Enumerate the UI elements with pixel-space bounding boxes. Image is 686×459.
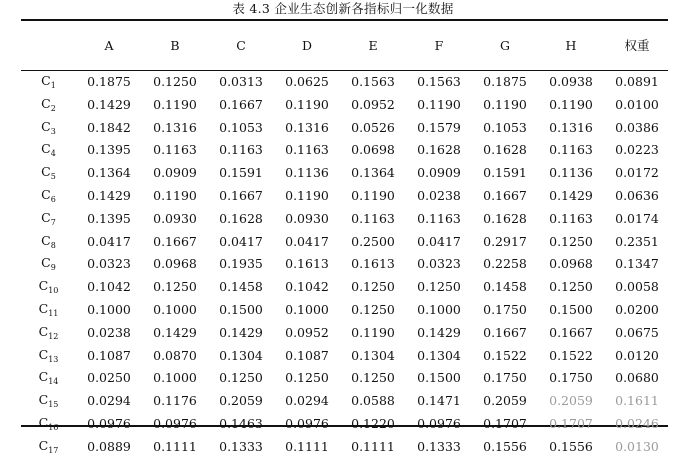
row-label <box>21 71 76 94</box>
cell-weight: 0.0130 <box>615 438 659 454</box>
cell-d: 0.0976 <box>285 415 329 431</box>
cell-h: 0.2059 <box>549 393 593 409</box>
cell-b: 0.1190 <box>153 187 197 203</box>
cell-h: 0.1500 <box>549 301 593 317</box>
table-row <box>21 162 670 185</box>
cell-h: 0.1190 <box>549 96 593 112</box>
cell-c: 0.1458 <box>219 279 263 295</box>
cell-e: 0.0588 <box>351 393 395 409</box>
cell-e: 0.1250 <box>351 279 395 295</box>
cell-f: 0.1000 <box>417 301 461 317</box>
cell-d: 0.1136 <box>285 165 329 181</box>
cell-f: 0.1304 <box>417 347 461 363</box>
column-header-c: C <box>236 38 246 53</box>
cell-a: 0.1042 <box>87 279 131 295</box>
row-label-letter: C <box>38 437 49 453</box>
cell-h: 0.1667 <box>549 324 593 340</box>
cell-h: 0.0968 <box>549 256 593 272</box>
cell-g: 0.2917 <box>483 233 527 249</box>
cell-b: 0.0968 <box>153 256 197 272</box>
table-row <box>21 299 670 322</box>
cell-c: 0.1163 <box>219 142 263 158</box>
cell-h: 0.0938 <box>549 74 593 89</box>
cell-b: 0.0870 <box>153 347 197 363</box>
cell-g: 0.1750 <box>483 301 527 317</box>
row-label-letter: C <box>38 323 49 339</box>
cell-h: 0.1136 <box>549 165 593 181</box>
row-label-letter: C <box>41 186 51 202</box>
cell-weight: 0.0172 <box>615 165 659 181</box>
row-label-letter: C <box>38 300 49 316</box>
cell-e: 0.0698 <box>351 142 395 158</box>
cell-e: 0.1250 <box>351 370 395 386</box>
cell-f: 0.1333 <box>417 438 461 454</box>
cell-c: 0.1667 <box>219 96 263 112</box>
cell-c: 0.1591 <box>219 165 263 181</box>
column-header-h: H <box>565 38 577 53</box>
cell-e: 0.1190 <box>351 187 395 203</box>
cell-a: 0.1429 <box>87 96 131 112</box>
cell-d: 0.1613 <box>285 256 329 272</box>
cell-b: 0.0976 <box>153 415 197 431</box>
row-label <box>21 367 76 390</box>
table-row <box>21 253 670 276</box>
cell-d: 0.1087 <box>285 347 329 363</box>
table-body <box>21 71 670 459</box>
cell-g: 0.1628 <box>483 142 527 158</box>
table-caption: 表 4.3 企业生态创新各指标归一化数据 <box>232 1 454 16</box>
cell-weight: 0.0174 <box>615 210 659 226</box>
cell-c: 0.1628 <box>219 210 263 226</box>
cell-h: 0.1250 <box>549 233 593 249</box>
table-row <box>21 139 670 162</box>
cell-a: 0.1395 <box>87 210 131 226</box>
cell-g: 0.1628 <box>483 210 527 226</box>
cell-f: 0.1563 <box>417 74 461 89</box>
cell-e: 0.1163 <box>351 210 395 226</box>
row-label-letter: C <box>41 209 51 225</box>
cell-h: 0.1750 <box>549 370 593 386</box>
cell-b: 0.1163 <box>153 142 197 158</box>
cell-weight: 0.0675 <box>615 324 659 340</box>
cell-d: 0.1042 <box>285 279 329 295</box>
cell-e: 0.1304 <box>351 347 395 363</box>
cell-b: 0.1111 <box>153 438 197 454</box>
cell-e: 0.0952 <box>351 96 395 112</box>
row-label-subscript: 8 <box>50 240 56 250</box>
row-label-subscript: 13 <box>48 354 59 364</box>
cell-c: 0.1935 <box>219 256 263 272</box>
table-row <box>21 390 670 413</box>
cell-g: 0.1556 <box>483 438 527 454</box>
cell-g: 0.1667 <box>483 187 527 203</box>
row-label-subscript: 14 <box>48 377 59 387</box>
cell-a: 0.0889 <box>87 438 131 454</box>
cell-a: 0.0976 <box>87 415 131 431</box>
cell-f: 0.0323 <box>417 256 461 272</box>
column-header-e: E <box>368 38 378 53</box>
cell-f: 0.0417 <box>417 233 461 249</box>
row-label-letter: C <box>38 278 49 294</box>
row-label-subscript: 1 <box>50 81 56 90</box>
cell-f: 0.1628 <box>417 142 461 158</box>
row-label-subscript: 6 <box>50 194 56 204</box>
cell-g: 0.2258 <box>483 256 527 272</box>
cell-d: 0.1111 <box>285 438 329 454</box>
table-row <box>21 71 670 94</box>
row-label-subscript: 4 <box>50 149 56 159</box>
table-row <box>21 413 670 436</box>
cell-weight: 0.0223 <box>615 142 659 158</box>
cell-a: 0.1000 <box>87 301 131 317</box>
cell-a: 0.1395 <box>87 142 131 158</box>
cell-e: 0.1220 <box>351 415 395 431</box>
row-label <box>21 322 76 345</box>
column-header-g: G <box>500 38 510 53</box>
cell-d: 0.1163 <box>285 142 329 158</box>
row-label-subscript: 10 <box>48 286 59 296</box>
cell-f: 0.0238 <box>417 187 461 203</box>
cell-d: 0.1250 <box>285 370 329 386</box>
cell-weight: 0.0891 <box>615 74 659 89</box>
column-header-b: B <box>170 38 180 53</box>
row-label <box>21 208 76 231</box>
row-label-letter: C <box>41 95 51 111</box>
row-label-subscript: 16 <box>48 422 59 432</box>
cell-a: 0.0294 <box>87 393 131 409</box>
cell-weight: 0.0680 <box>615 370 659 386</box>
cell-f: 0.1190 <box>417 96 461 112</box>
row-label-subscript: 12 <box>48 331 59 341</box>
row-label-subscript: 11 <box>48 308 59 318</box>
cell-d: 0.0625 <box>285 74 329 89</box>
cell-d: 0.1190 <box>285 187 329 203</box>
cell-f: 0.1471 <box>417 393 461 409</box>
cell-g: 0.1190 <box>483 96 527 112</box>
cell-g: 0.1522 <box>483 347 527 363</box>
cell-c: 0.1304 <box>219 347 263 363</box>
row-label-subscript: 7 <box>50 217 56 227</box>
cell-h: 0.1556 <box>549 438 593 454</box>
cell-d: 0.0952 <box>285 324 329 340</box>
table-row <box>21 322 670 345</box>
cell-b: 0.1250 <box>153 279 197 295</box>
cell-h: 0.1522 <box>549 347 593 363</box>
cell-weight: 0.0058 <box>615 279 659 295</box>
cell-weight: 0.1611 <box>615 393 659 409</box>
row-label <box>21 185 76 208</box>
cell-weight: 0.0100 <box>615 96 659 112</box>
cell-d: 0.0417 <box>285 233 329 249</box>
table-row <box>21 436 670 459</box>
cell-a: 0.1875 <box>87 74 131 89</box>
cell-c: 0.0313 <box>219 74 263 89</box>
row-label-letter: C <box>38 414 49 430</box>
cell-g: 0.2059 <box>483 393 527 409</box>
cell-d: 0.0930 <box>285 210 329 226</box>
cell-a: 0.1087 <box>87 347 131 363</box>
normalized-data-table <box>21 21 670 459</box>
cell-g: 0.1591 <box>483 165 527 181</box>
row-label <box>21 390 76 413</box>
cell-h: 0.1250 <box>549 279 593 295</box>
cell-h: 0.1163 <box>549 210 593 226</box>
row-label-letter: C <box>41 232 51 248</box>
cell-weight: 0.0386 <box>615 119 659 135</box>
cell-weight: 0.0120 <box>615 347 659 363</box>
cell-h: 0.1429 <box>549 187 593 203</box>
table-row <box>21 185 670 208</box>
cell-b: 0.1250 <box>153 74 197 89</box>
column-header-f: F <box>434 38 444 53</box>
cell-d: 0.1190 <box>285 96 329 112</box>
cell-f: 0.1163 <box>417 210 461 226</box>
row-label-letter: C <box>41 164 51 180</box>
cell-weight: 0.2351 <box>615 233 659 249</box>
row-label <box>21 117 76 140</box>
cell-b: 0.1000 <box>153 301 197 317</box>
table-row <box>21 276 670 299</box>
row-label-letter: C <box>41 73 51 88</box>
cell-e: 0.0526 <box>351 119 395 135</box>
cell-g: 0.1667 <box>483 324 527 340</box>
cell-a: 0.0250 <box>87 370 131 386</box>
cell-g: 0.1750 <box>483 370 527 386</box>
cell-b: 0.1000 <box>153 370 197 386</box>
cell-c: 0.1053 <box>219 119 263 135</box>
cell-f: 0.1579 <box>417 119 461 135</box>
cell-a: 0.1364 <box>87 165 131 181</box>
row-label-letter: C <box>38 346 49 362</box>
row-label <box>21 253 76 276</box>
row-label <box>21 413 76 436</box>
cell-f: 0.1500 <box>417 370 461 386</box>
row-label <box>21 345 76 368</box>
cell-b: 0.1429 <box>153 324 197 340</box>
cell-e: 0.1190 <box>351 324 395 340</box>
row-label-subscript: 17 <box>48 445 59 455</box>
cell-f: 0.0909 <box>417 165 461 181</box>
cell-c: 0.1250 <box>219 370 263 386</box>
cell-d: 0.1316 <box>285 119 329 135</box>
cell-g: 0.1875 <box>483 74 527 89</box>
cell-e: 0.1613 <box>351 256 395 272</box>
cell-f: 0.1429 <box>417 324 461 340</box>
column-header-a: A <box>104 38 114 53</box>
cell-b: 0.1176 <box>153 393 197 409</box>
cell-f: 0.1250 <box>417 279 461 295</box>
cell-c: 0.1667 <box>219 187 263 203</box>
cell-e: 0.1563 <box>351 74 395 89</box>
cell-a: 0.0417 <box>87 233 131 249</box>
cell-c: 0.1500 <box>219 301 263 317</box>
table-header-row <box>21 21 670 71</box>
row-label-subscript: 5 <box>50 172 56 182</box>
row-label <box>21 139 76 162</box>
row-label-letter: C <box>38 392 49 408</box>
table-row <box>21 208 670 231</box>
cell-h: 0.1316 <box>549 119 593 135</box>
cell-b: 0.1190 <box>153 96 197 112</box>
row-label-header <box>21 21 76 71</box>
column-header-weight: 权重 <box>624 38 650 53</box>
cell-g: 0.1458 <box>483 279 527 295</box>
cell-weight: 0.0200 <box>615 301 659 317</box>
row-label <box>21 94 76 117</box>
cell-b: 0.0909 <box>153 165 197 181</box>
column-header-d: D <box>301 38 313 53</box>
cell-c: 0.2059 <box>219 393 263 409</box>
cell-b: 0.1316 <box>153 119 197 135</box>
cell-weight: 0.0246 <box>615 415 659 431</box>
table-row <box>21 367 670 390</box>
row-label <box>21 276 76 299</box>
row-label-letter: C <box>41 255 51 271</box>
cell-c: 0.1429 <box>219 324 263 340</box>
cell-c: 0.1333 <box>219 438 263 454</box>
cell-b: 0.0930 <box>153 210 197 226</box>
cell-c: 0.1463 <box>219 415 263 431</box>
row-label-letter: C <box>41 118 51 134</box>
table-row <box>21 345 670 368</box>
cell-c: 0.0417 <box>219 233 263 249</box>
cell-e: 0.2500 <box>351 233 395 249</box>
table-row <box>21 231 670 254</box>
cell-weight: 0.1347 <box>615 256 659 272</box>
cell-a: 0.1842 <box>87 119 131 135</box>
table-row <box>21 94 670 117</box>
row-label-letter: C <box>38 369 49 385</box>
cell-a: 0.0238 <box>87 324 131 340</box>
row-label-subscript: 9 <box>50 263 56 273</box>
cell-a: 0.0323 <box>87 256 131 272</box>
cell-e: 0.1250 <box>351 301 395 317</box>
cell-f: 0.0976 <box>417 415 461 431</box>
cell-b: 0.1667 <box>153 233 197 249</box>
row-label-subscript: 3 <box>50 126 56 136</box>
cell-d: 0.0294 <box>285 393 329 409</box>
row-label <box>21 231 76 254</box>
row-label <box>21 162 76 185</box>
cell-g: 0.1707 <box>483 415 527 431</box>
cell-g: 0.1053 <box>483 119 527 135</box>
row-label-letter: C <box>41 141 51 157</box>
cell-h: 0.1707 <box>549 415 593 431</box>
row-label <box>21 436 76 459</box>
cell-weight: 0.0636 <box>615 187 659 203</box>
cell-e: 0.1364 <box>351 165 395 181</box>
row-label <box>21 299 76 322</box>
cell-h: 0.1163 <box>549 142 593 158</box>
row-label-subscript: 15 <box>48 400 59 410</box>
row-label-subscript: 2 <box>50 103 56 113</box>
cell-a: 0.1429 <box>87 187 131 203</box>
cell-e: 0.1111 <box>351 438 395 454</box>
table-row <box>21 117 670 140</box>
cell-d: 0.1000 <box>285 301 329 317</box>
